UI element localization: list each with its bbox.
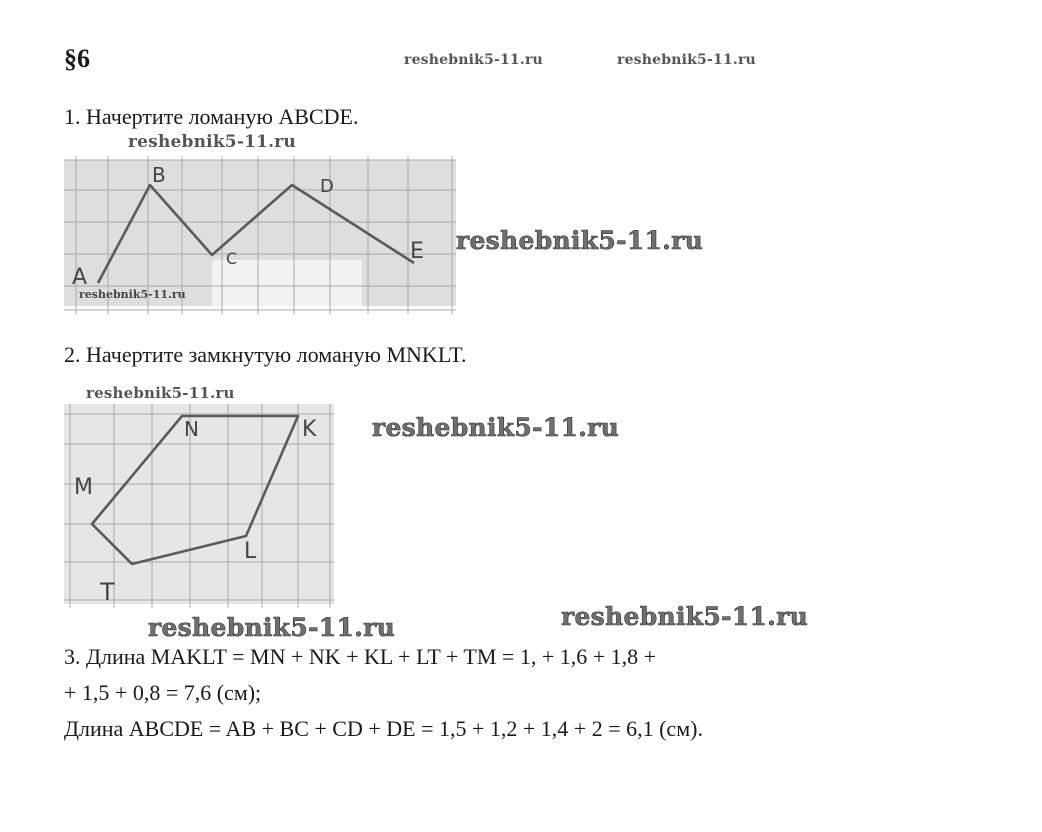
- watermark-task3-right: reshebnik5-11.ru: [561, 602, 809, 631]
- watermark-fig1-top: reshebnik5-11.ru: [128, 132, 296, 152]
- label-t: T: [100, 578, 115, 606]
- task3-line-2: + 1,5 + 0,8 = 7,6 (см);: [64, 680, 262, 705]
- figure-closed-polyline-mnklt: [62, 402, 337, 612]
- watermark-task3-left: reshebnik5-11.ru: [148, 613, 396, 642]
- label-e: E: [410, 239, 424, 264]
- label-m: M: [74, 475, 93, 500]
- task3-line-1: 3. Длина MAKLT = MN + NK + KL + LT + TM = 1, + 1,6 + 1,8 +: [64, 644, 657, 669]
- watermark-fig1-bottom: reshebnik5-11.ru: [79, 288, 186, 301]
- watermark-fig2-right: reshebnik5-11.ru: [372, 413, 620, 442]
- label-d: D: [320, 176, 334, 197]
- section-number: §6: [64, 44, 90, 73]
- watermark-header-1: reshebnik5-11.ru: [404, 52, 543, 68]
- label-a: A: [72, 265, 88, 290]
- watermark-fig1-right: reshebnik5-11.ru: [456, 226, 704, 255]
- label-n: N: [184, 417, 199, 441]
- task2-heading: 2. Начертите замкнутую ломаную MNKLT.: [64, 342, 467, 367]
- label-k: K: [302, 417, 317, 442]
- task3-line-3: Длина ABCDE = AB + BC + CD + DE = 1,5 + 1,2 + 1,4 + 2 = 6,1 (см).: [64, 716, 703, 741]
- label-l: L: [244, 539, 257, 564]
- label-b: B: [152, 163, 166, 187]
- task1-heading: 1. Начертите ломаную ABCDE.: [64, 104, 359, 129]
- watermark-header-2: reshebnik5-11.ru: [617, 52, 756, 68]
- watermark-fig2-top: reshebnik5-11.ru: [86, 384, 235, 402]
- label-c: C: [226, 249, 238, 268]
